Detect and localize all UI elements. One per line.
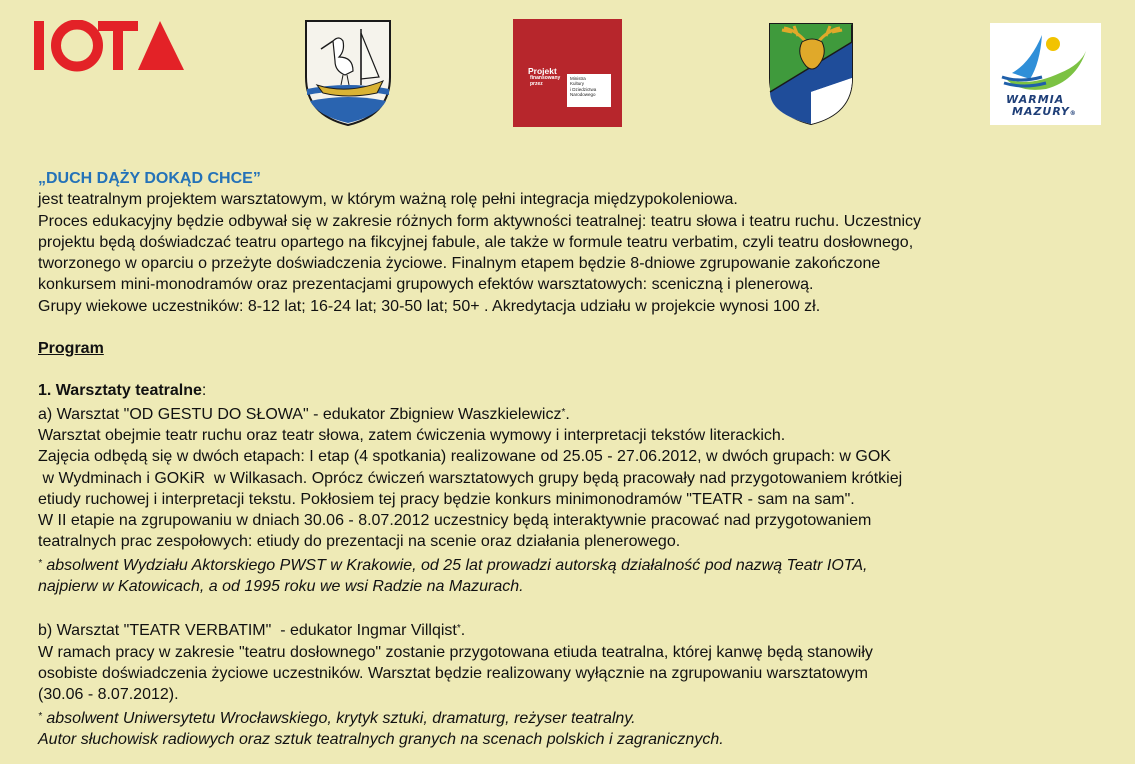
- footnote-marker: *: [561, 406, 566, 418]
- workshop-b-footnote: * absolwent Uniwersytetu Wrocławskiego, krytyk sztuki, dramaturg, reżyser teatralny.: [38, 709, 636, 727]
- intro-line: projektu będą doświadczać teatru opartego na fikcyjnej fabule, ale także w formule teatru verbatim, czyli teatru dosłownego,: [38, 233, 914, 251]
- workshop-b-line: (30.06 - 8.07.2012).: [38, 686, 179, 704]
- workshop-a-line: W II etapie na zgrupowaniu w dniach 30.06 - 8.07.2012 uczestnicy będą interaktywnie pracować nad przygotowaniem: [38, 512, 872, 530]
- projekt-label: Projekt: [528, 66, 557, 76]
- program-heading: Program: [38, 340, 104, 358]
- intro-line: Proces edukacyjny będzie odbywał się w zakresie różnych form aktywności teatralnej: teatru słowa i teatru ruchu. Uczestnicy: [38, 212, 922, 230]
- projekt-sublabel: finansowany przez: [530, 75, 561, 87]
- workshop-a-line: teatralnych prac zespołowych: etiudy do prezentacji na scenie oraz działania plenerowego.: [38, 533, 681, 551]
- heron-crest-logo: [303, 19, 393, 127]
- ministry-label: Ministra Kultury i Dziedzictwa Narodowego: [570, 76, 597, 98]
- ministry-culture-logo: [513, 19, 622, 127]
- workshop-a-line: Zajęcia odbędą się w dwóch etapach: I etap (4 spotkania) realizowane od 25.05 - 27.06.2012, w dwóch grupach: w GOK: [38, 448, 891, 466]
- workshop-b-line: W ramach pracy w zakresie "teatru dosłownego" zostanie przygotowana etiuda teatralna, której kanwę będą stanowiły: [38, 643, 873, 661]
- intro-line: konkursem mini-monodramów oraz prezentacjami grupowych efektów warsztatowych: sceniczną i plenerową.: [38, 276, 814, 294]
- workshop-b-line: osobiste doświadczenia życiowe uczestników. Warsztat będzie realizowany wyłącznie na zgrupowaniu warsztatowym: [38, 664, 869, 682]
- iota-logo: [34, 20, 186, 72]
- deer-crest-logo: [768, 22, 854, 126]
- workshop-a-line: Warsztat obejmie teatr ruchu oraz teatr słowa, zatem ćwiczenia wymowy i interpretacji tekstów literackich.: [38, 426, 786, 444]
- warmia-label: WARMIA: [1006, 93, 1065, 106]
- registered-mark: ®: [1069, 110, 1077, 117]
- project-title: „DUCH DĄŻY DOKĄD CHCE”: [38, 170, 261, 187]
- intro-line: Grupy wiekowe uczestników: 8-12 lat; 16-24 lat; 30-50 lat; 50+ . Akredytacja udziału w projekcie wynosi 100 zł.: [38, 297, 821, 315]
- workshop-b-footnote: Autor słuchowisk radiowych oraz sztuk teatralnych granych na scenach polskich i zagranicznych.: [38, 730, 724, 748]
- footnote-marker: *: [456, 623, 461, 635]
- workshop-a-header: a) Warsztat "OD GESTU DO SŁOWA" - edukator Zbigniew Waszkielewicz*.: [38, 405, 570, 423]
- workshop-a-line: etiudy ruchowej i interpretacji tekstu. Pokłosiem tej pracy będzie konkurs minimonodramów "TEATR - sam na sam".: [38, 490, 855, 508]
- workshop-a-footnote: najpierw w Katowicach, a od 1995 roku we wsi Radzie na Mazurach.: [38, 578, 524, 596]
- intro-line: tworzonego w oparciu o przeżyte doświadczenia życiowe. Finalnym etapem będzie 8-dniowe zgrupowanie zakończone: [38, 255, 881, 273]
- section-1-title: 1. Warsztaty teatralne:: [38, 382, 207, 400]
- workshop-b-header: b) Warsztat "TEATR VERBATIM" - edukator Ingmar Villqist*.: [38, 622, 466, 640]
- ministry-box: [567, 74, 611, 107]
- mazury-label: MAZURY®: [1012, 105, 1077, 118]
- workshop-a-footnote: * absolwent Wydziału Aktorskiego PWST w Krakowie, od 25 lat prowadzi autorską działalność pod nazwą Teatr IOTA,: [38, 556, 868, 574]
- intro-line: jest teatralnym projektem warsztatowym, w którym ważną rolę pełni integracja międzypokoleniowa.: [38, 191, 738, 209]
- document-body: [38, 168, 1118, 750]
- workshop-a-line: w Wydminach i GOKiR w Wilkasach. Oprócz ćwiczeń warsztatowych grupy będą pracowały nad przygotowaniem krótkiej: [38, 469, 903, 487]
- warmia-mazury-logo: [990, 23, 1101, 125]
